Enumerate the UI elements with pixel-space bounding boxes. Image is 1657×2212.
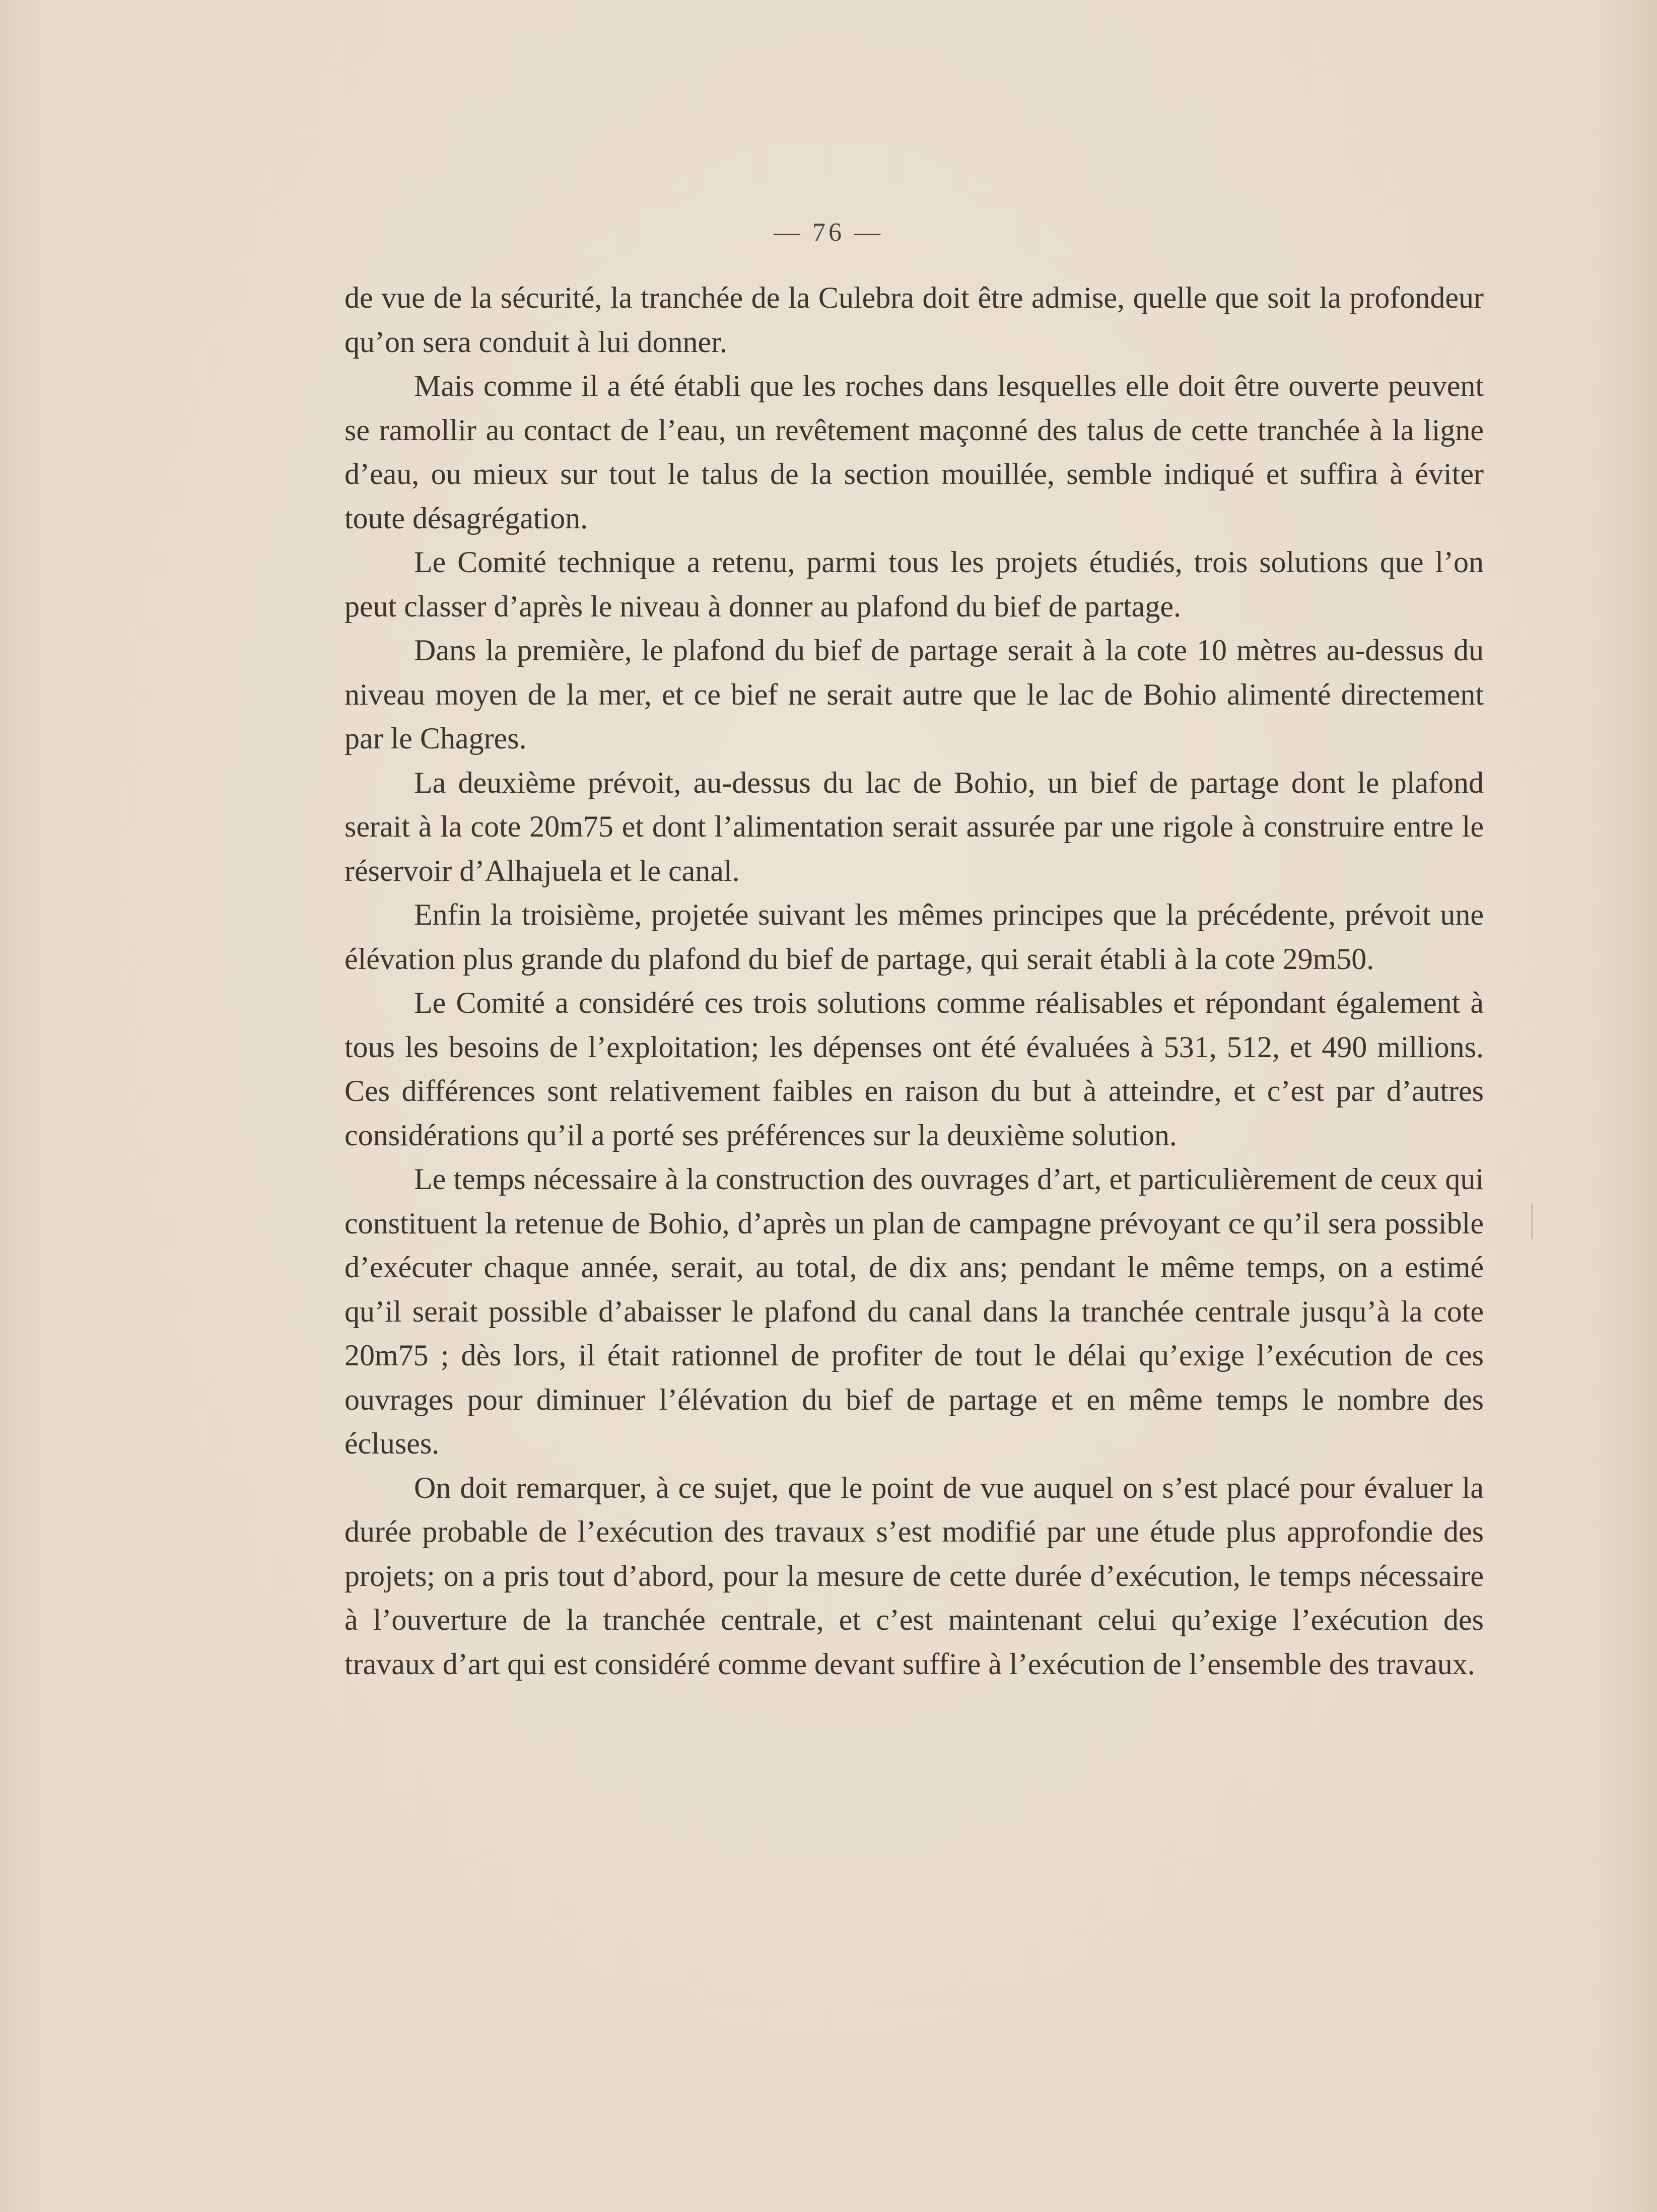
paragraph-3: Le Comité technique a retenu, parmi tous les projets étudiés, trois solutions que l’on peut classer d’après le niveau à donner au plafond du bief de partage. (344, 545, 1484, 623)
paragraph-8: Le temps nécessaire à la construction des ouvrages d’art, et particulièrement de ceux qui constituent la retenue de Bohio, d’après un plan de campagne prévoyant ce qu’il sera possible d’exécuter chaque année, serait, au total, de dix ans; pendant le même temps, on a estimé qu’il serait possible d’abaisser le plafond du canal dans la tranchée centrale jusqu’à la cote 20m75 ; dès lors, il était rationnel de profiter de tout le délai qu’exige l’exécution de ces ouvrages pour diminuer l’élévation du bief de partage et en même temps le nombre des écluses. (344, 1162, 1484, 1460)
paragraph-2: Mais comme il a été établi que les roches dans lesquelles elle doit être ouverte peuvent se ramollir au contact de l’eau, un revêtement maçonné des talus de cette tranchée à la ligne d’eau, ou mieux sur tout le talus de la section mouillée, semble indiqué et suffira à éviter toute désagrégation. (344, 369, 1484, 535)
paragraph-4: Dans la première, le plafond du bief de partage serait à la cote 10 mètres au-dessus du niveau moyen de la mer, et ce bief ne serait autre que le lac de Bohio alimenté directement par le Chagres. (344, 634, 1484, 755)
paragraph-6: Enfin la troisième, projetée suivant les mêmes principes que la précédente, prévoit une élévation plus grande du plafond du bief de partage, qui serait établi à la cote 29m50. (344, 898, 1484, 976)
page-number: — 76 — (774, 218, 883, 247)
paragraph-9: On doit remarquer, à ce sujet, que le point de vue auquel on s’est placé pour évaluer la durée probable de l’exécution des travaux s’est modifié par une étude plus approfondie des projets; on a pris tout d’abord, pour la mesure de cette durée d’exécution, le temps nécessaire à l’ouverture de la tranchée centrale, et c’est maintenant celui qu’exige l’exécution des travaux d’art qui est considéré comme devant suffire à l’exécution de l’ensemble des travaux. (344, 1471, 1484, 1681)
paragraph-1: de vue de la sécurité, la tranchée de la Culebra doit être admise, quelle que soit la profondeur qu’on sera conduit à lui donner. (344, 281, 1484, 359)
body-text (344, 276, 1484, 1686)
page-edge-mark (1531, 1204, 1533, 1239)
paragraph-5: La deuxième prévoit, au-dessus du lac de Bohio, un bief de partage dont le plafond serait à la cote 20m75 et dont l’alimentation serait assurée par une rigole à construire entre le réservoir d’Alhajuela et le canal. (344, 766, 1484, 887)
paragraph-7: Le Comité a considéré ces trois solutions comme réalisables et répondant également à tous les besoins de l’exploitation; les dépenses ont été évaluées à 531, 512, et 490 millions. Ces différences sont relativement faibles en raison du but à atteindre, et c’est par d’autres considérations qu’il a porté ses préférences sur la deuxième solution. (344, 986, 1484, 1152)
